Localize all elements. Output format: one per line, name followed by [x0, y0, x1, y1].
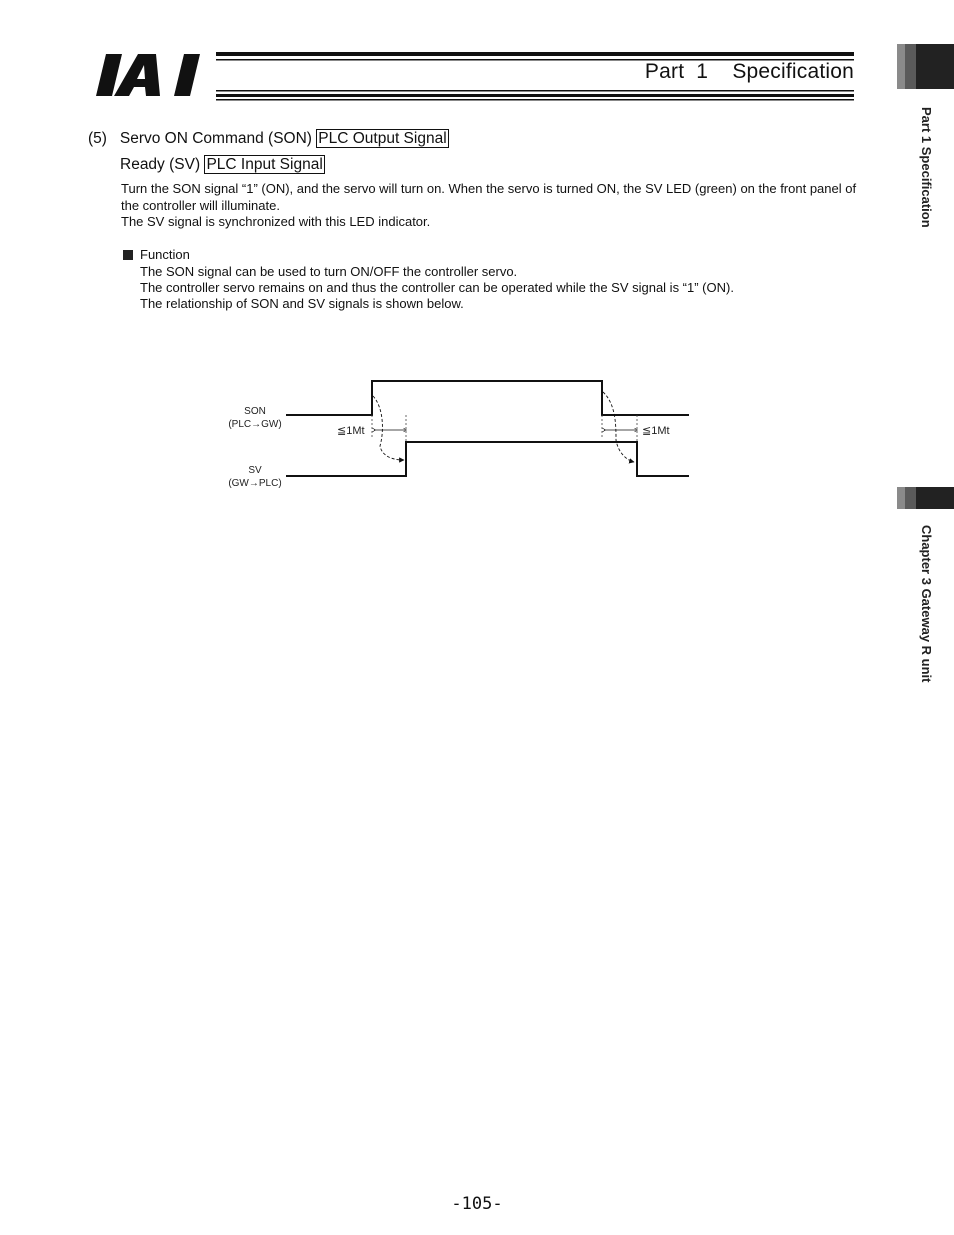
chapter-tab-marker-top [897, 44, 954, 89]
function-line-1: The SON signal can be used to turn ON/OFF the controller servo. [140, 264, 518, 279]
son-waveform [286, 381, 689, 415]
off-delay-label: ≦1Mt [642, 425, 670, 437]
chapter-tab-marker-bottom [897, 487, 954, 509]
section-subheading [120, 156, 325, 174]
description-paragraph-2: The SV signal is synchronized with this LED indicator. [121, 214, 431, 229]
sv-direction-label: (GW→PLC) [228, 478, 282, 489]
page-header-title: Part 1 Specification [644, 60, 854, 83]
function-line-3: The relationship of SON and SV signals is shown below. [140, 296, 464, 311]
iai-logo [94, 50, 216, 100]
function-line-2: The controller servo remains on and thus the controller can be operated while the SV signal is “1” (ON). [140, 280, 734, 295]
section-subtitle: Ready (SV) [120, 156, 201, 173]
sv-label: SV [248, 465, 262, 476]
on-delay-label: ≦1Mt [337, 425, 365, 437]
function-heading [123, 247, 190, 262]
description-paragraph-1: Turn the SON signal “1” (ON), and the servo will turn on. When the servo is turned ON, the SV LED (green) on the front panel of the controller will illuminate. [121, 181, 857, 213]
plc-input-signal-box: PLC Input Signal [206, 156, 323, 173]
section-heading [88, 130, 449, 148]
section-number: (5) [88, 130, 107, 147]
side-tab-label-chapter: Chapter 3 Gateway R unit [919, 525, 934, 683]
side-tab-label-part: Part 1 Specification [919, 107, 934, 228]
section-title: Servo ON Command (SON) [119, 130, 312, 147]
square-bullet-icon [123, 250, 133, 260]
plc-output-signal-box: PLC Output Signal [318, 130, 447, 147]
function-title: Function [140, 247, 190, 262]
page-number: -105- [451, 1194, 503, 1214]
son-direction-label: (PLC→GW) [228, 419, 282, 430]
son-sv-timing-chart [222, 374, 692, 492]
son-label: SON [244, 406, 266, 417]
sv-waveform [286, 442, 689, 476]
